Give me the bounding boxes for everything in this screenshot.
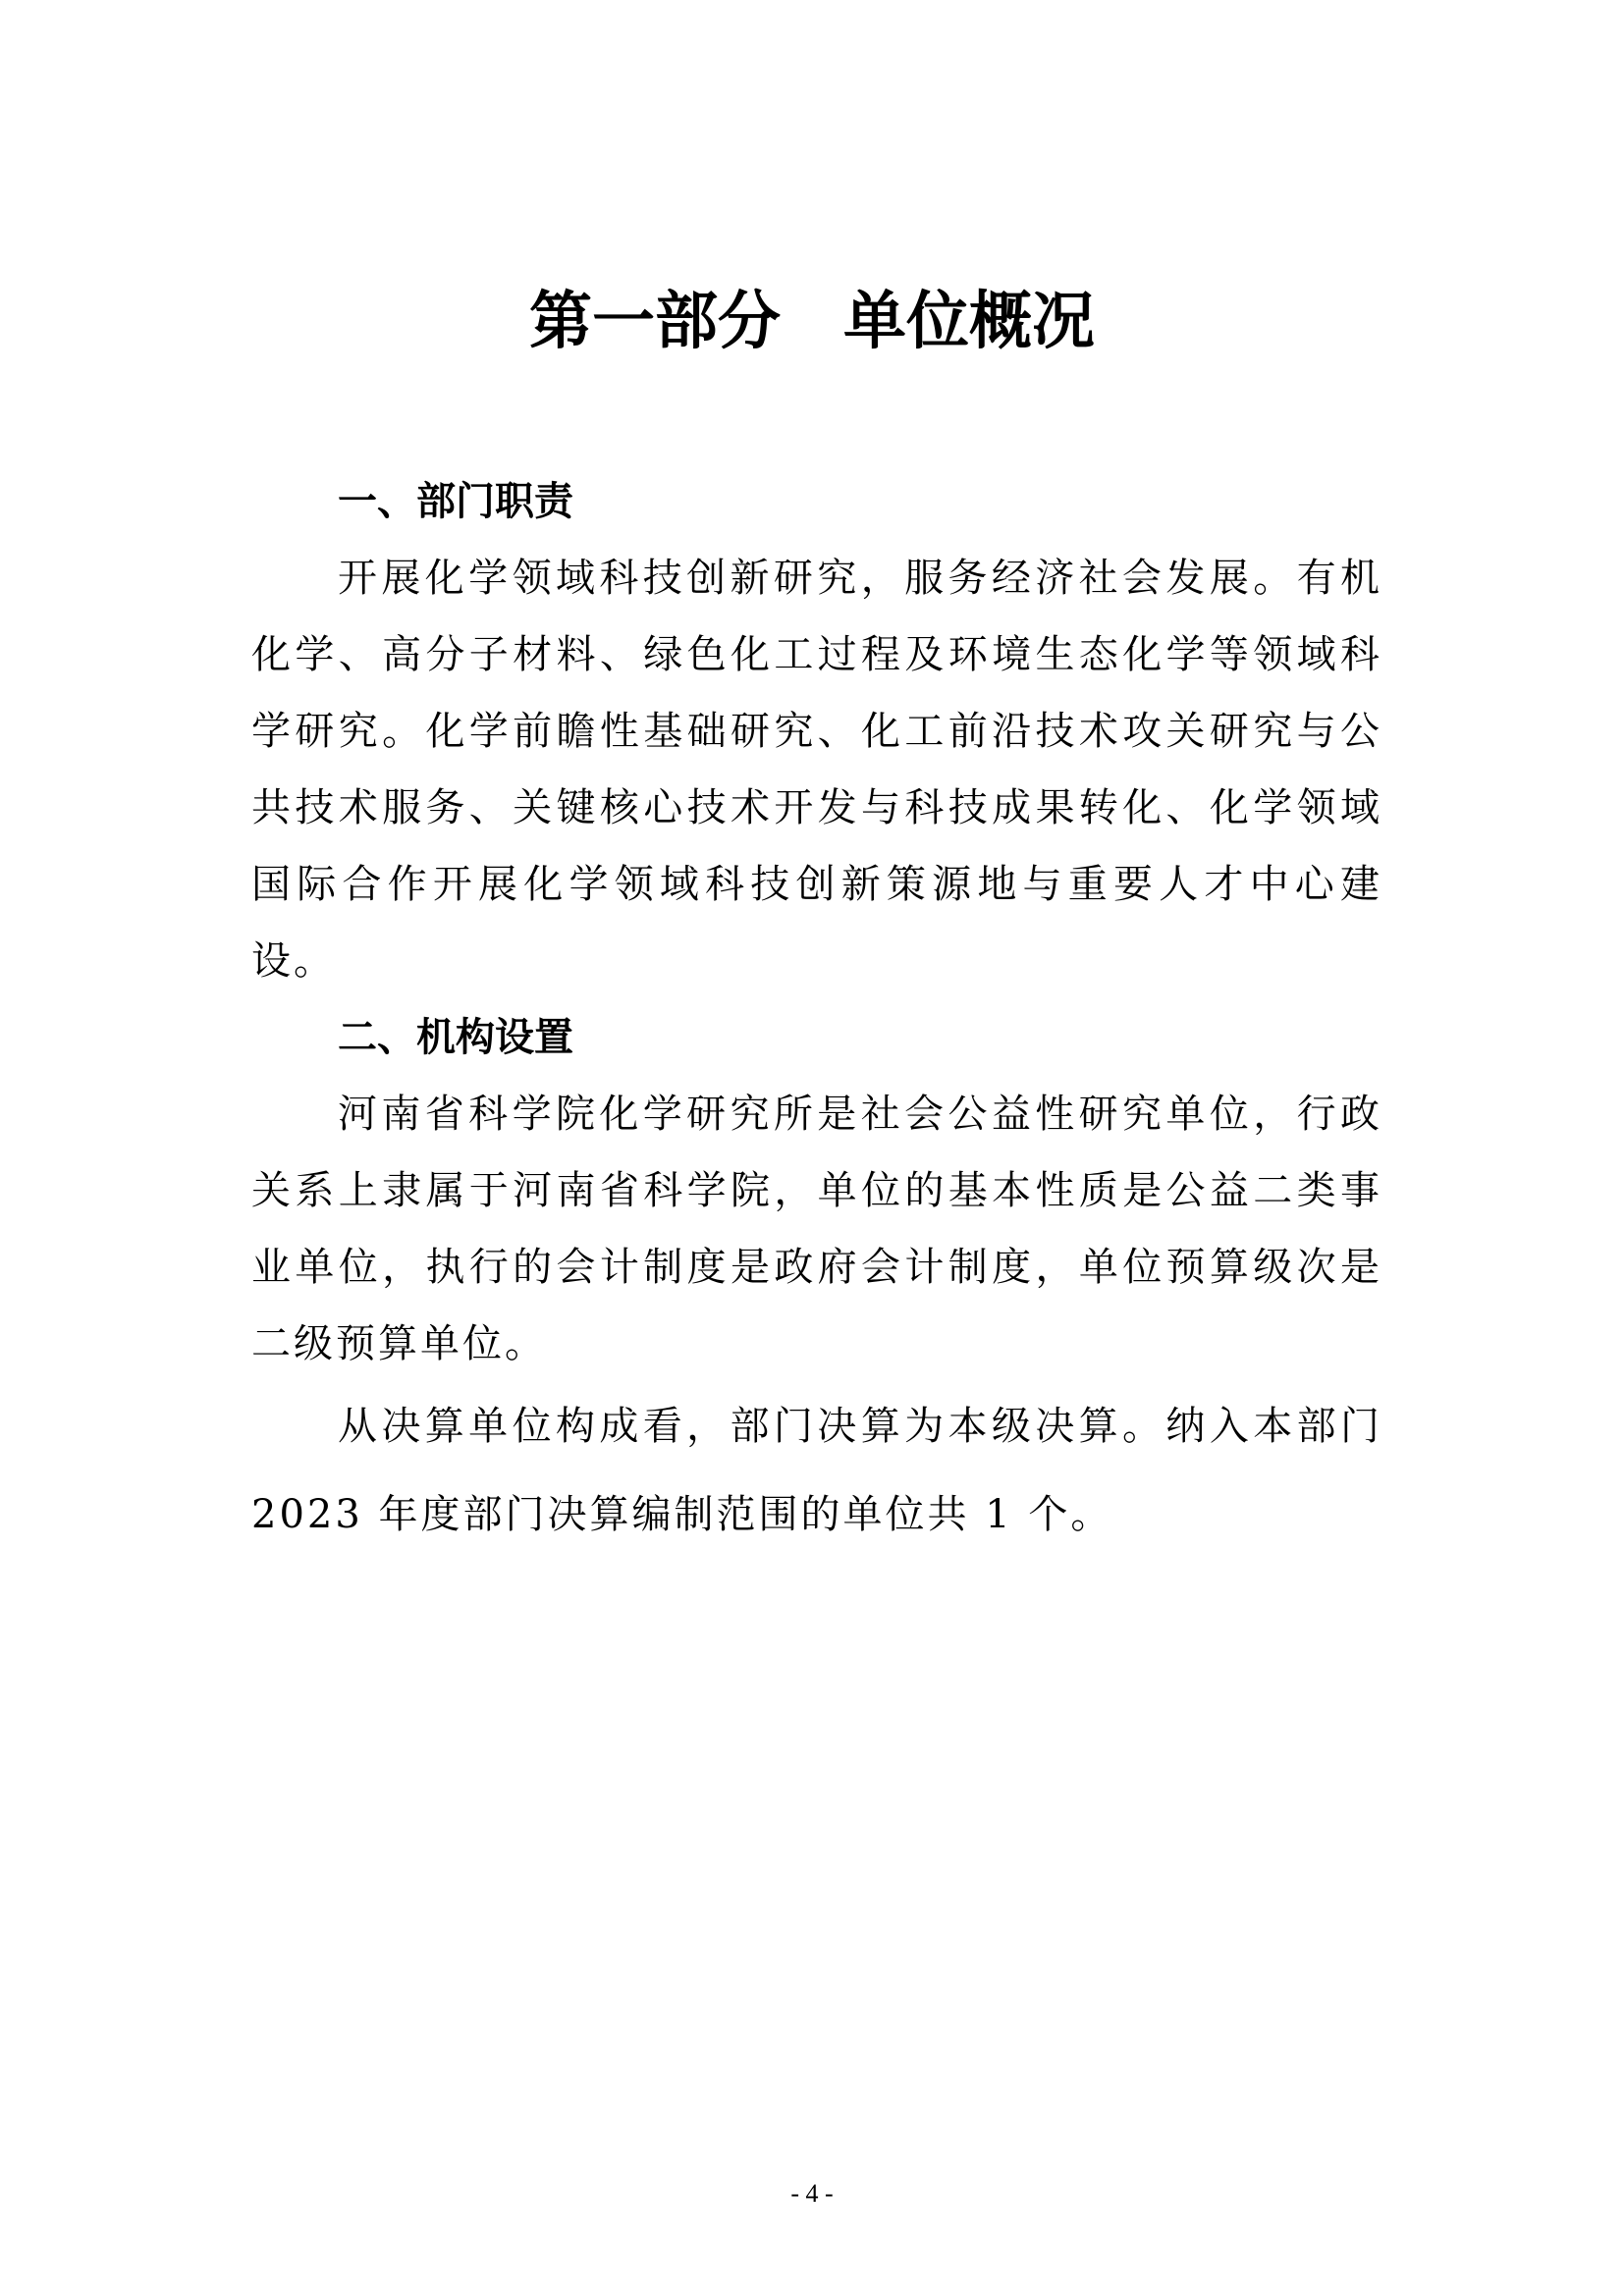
document-body [251,463,1382,1559]
organization-paragraph: 河南省科学院化学研究所是社会公益性研究单位，行政关系上隶属于河南省科学院，单位的基本性质是公益二类事业单位，执行的会计制度是政府会计制度，单位预算级次是二级预算单位。 [251,1092,1382,1366]
section-heading-organization: 二、机构设置 [338,1015,573,1060]
page-title: 第一部分 单位概况 [529,286,1095,358]
duties-paragraph: 开展化学领域科技创新研究，服务经济社会发展。有机化学、高分子材料、绿色化工过程及环境生态化学等领域科学研究。化学前瞻性基础研究、化工前沿技术攻关研究与公共技术服务、关键核心技术开发与科技成果转化、化学领域国际合作开展化学领域科技创新策源地与重要人才中心建设。 [251,556,1382,984]
page-number: - 4 - [790,2179,834,2208]
scope-paragraph: 从决算单位构成看，部门决算为本级决算。纳入本部门2023 年度部门决算编制范围的单位共 1 个。 [251,1404,1382,1537]
section-heading-duties: 一、部门职责 [338,479,573,524]
